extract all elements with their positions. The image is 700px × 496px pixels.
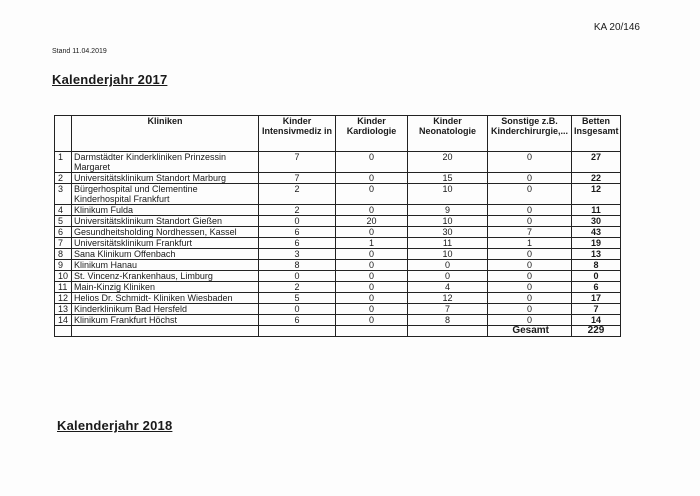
document-id: KA 20/146 xyxy=(593,22,640,33)
bed-count: 0 xyxy=(336,205,408,216)
clinic-name: Sana Klinikum Offenbach xyxy=(72,249,259,260)
bed-count: 0 xyxy=(488,184,572,205)
empty-cell xyxy=(408,326,488,337)
table-row xyxy=(55,293,621,304)
column-header: Kliniken xyxy=(72,116,259,152)
bed-count: 0 xyxy=(488,271,572,282)
row-index: 10 xyxy=(55,271,72,282)
row-index: 3 xyxy=(55,184,72,205)
beds-total: 8 xyxy=(572,260,621,271)
table-header-row xyxy=(55,116,621,152)
bed-count: 0 xyxy=(259,216,336,227)
clinic-name: Universitätsklinikum Standort Gießen xyxy=(72,216,259,227)
beds-total: 22 xyxy=(572,173,621,184)
bed-count: 0 xyxy=(488,304,572,315)
beds-total: 17 xyxy=(572,293,621,304)
bed-count: 0 xyxy=(336,260,408,271)
bed-count: 0 xyxy=(488,293,572,304)
beds-total: 30 xyxy=(572,216,621,227)
bed-count: 10 xyxy=(408,249,488,260)
table-row xyxy=(55,205,621,216)
bed-count: 10 xyxy=(408,184,488,205)
clinic-name: Kinderklinikum Bad Hersfeld xyxy=(72,304,259,315)
beds-total: 13 xyxy=(572,249,621,260)
bed-count: 11 xyxy=(408,238,488,249)
bed-count: 15 xyxy=(408,173,488,184)
bed-count: 0 xyxy=(336,173,408,184)
beds-total: 43 xyxy=(572,227,621,238)
column-header: Betten Insgesamt xyxy=(572,116,621,152)
table-row xyxy=(55,152,621,173)
row-index: 11 xyxy=(55,282,72,293)
total-label: Gesamt xyxy=(488,326,572,337)
bed-count: 0 xyxy=(336,249,408,260)
clinic-name: Klinikum Fulda xyxy=(72,205,259,216)
table-row xyxy=(55,238,621,249)
bed-count: 5 xyxy=(259,293,336,304)
clinic-name: Helios Dr. Schmidt- Kliniken Wiesbaden xyxy=(72,293,259,304)
clinic-name: St. Vincenz-Krankenhaus, Limburg xyxy=(72,271,259,282)
bed-count: 2 xyxy=(259,205,336,216)
row-index: 14 xyxy=(55,315,72,326)
bed-count: 0 xyxy=(259,304,336,315)
table-row xyxy=(55,282,621,293)
bed-count: 0 xyxy=(488,249,572,260)
clinic-name: Klinikum Hanau xyxy=(72,260,259,271)
clinic-name: Universitätsklinikum Frankfurt xyxy=(72,238,259,249)
bed-count: 0 xyxy=(336,227,408,238)
bed-count: 0 xyxy=(336,282,408,293)
bed-count: 0 xyxy=(488,260,572,271)
bed-count: 0 xyxy=(488,216,572,227)
bed-count: 10 xyxy=(408,216,488,227)
bed-count: 9 xyxy=(408,205,488,216)
row-index: 13 xyxy=(55,304,72,315)
bed-count: 7 xyxy=(259,173,336,184)
bed-count: 8 xyxy=(408,315,488,326)
row-index: 1 xyxy=(55,152,72,173)
empty-cell xyxy=(55,326,72,337)
bed-count: 0 xyxy=(488,205,572,216)
clinic-name: Klinikum Frankfurt Höchst xyxy=(72,315,259,326)
bed-count: 0 xyxy=(408,271,488,282)
clinic-name: Gesundheitsholding Nordhessen, Kassel xyxy=(72,227,259,238)
column-header: Sonstige z.B. Kinderchirurgie,... xyxy=(488,116,572,152)
section-title-2017: Kalenderjahr 2017 xyxy=(52,72,168,87)
bed-count: 7 xyxy=(488,227,572,238)
row-index: 2 xyxy=(55,173,72,184)
bed-count: 0 xyxy=(336,304,408,315)
empty-cell xyxy=(72,326,259,337)
bed-count: 12 xyxy=(408,293,488,304)
section-title-2018: Kalenderjahr 2018 xyxy=(57,418,173,433)
bed-count: 0 xyxy=(336,271,408,282)
bed-count: 3 xyxy=(259,249,336,260)
clinic-name: Main-Kinzig Kliniken xyxy=(72,282,259,293)
bed-count: 6 xyxy=(259,227,336,238)
total-value: 229 xyxy=(572,326,621,337)
row-index: 8 xyxy=(55,249,72,260)
clinic-name: Bürgerhospital und Clementine Kinderhospital Frankfurt xyxy=(72,184,259,205)
clinic-name: Darmstädter Kinderkliniken Prinzessin Margaret xyxy=(72,152,259,173)
table-row xyxy=(55,249,621,260)
bed-count: 20 xyxy=(336,216,408,227)
bed-count: 4 xyxy=(408,282,488,293)
beds-total: 27 xyxy=(572,152,621,173)
bed-count: 0 xyxy=(488,282,572,293)
bed-count: 0 xyxy=(336,293,408,304)
bed-count: 30 xyxy=(408,227,488,238)
beds-table xyxy=(54,115,621,337)
beds-total: 6 xyxy=(572,282,621,293)
bed-count: 0 xyxy=(336,184,408,205)
bed-count: 6 xyxy=(259,315,336,326)
table-row xyxy=(55,271,621,282)
table-row xyxy=(55,216,621,227)
column-header: Kinder Neonatologie xyxy=(408,116,488,152)
beds-total: 19 xyxy=(572,238,621,249)
beds-total: 11 xyxy=(572,205,621,216)
beds-total: 0 xyxy=(572,271,621,282)
total-row xyxy=(55,326,621,337)
bed-count: 6 xyxy=(259,238,336,249)
bed-count: 7 xyxy=(259,152,336,173)
bed-count: 7 xyxy=(408,304,488,315)
table-row xyxy=(55,304,621,315)
row-index: 7 xyxy=(55,238,72,249)
bed-count: 0 xyxy=(408,260,488,271)
bed-count: 2 xyxy=(259,282,336,293)
bed-count: 1 xyxy=(488,238,572,249)
bed-count: 0 xyxy=(488,152,572,173)
column-header: Kinder Intensivmediz in xyxy=(259,116,336,152)
column-header xyxy=(55,116,72,152)
beds-total: 7 xyxy=(572,304,621,315)
empty-cell xyxy=(259,326,336,337)
bed-count: 0 xyxy=(488,173,572,184)
bed-count: 2 xyxy=(259,184,336,205)
row-index: 6 xyxy=(55,227,72,238)
table-row xyxy=(55,173,621,184)
bed-count: 0 xyxy=(336,152,408,173)
bed-count: 0 xyxy=(336,315,408,326)
bed-count: 1 xyxy=(336,238,408,249)
row-index: 9 xyxy=(55,260,72,271)
table-row xyxy=(55,315,621,326)
empty-cell xyxy=(336,326,408,337)
beds-total: 14 xyxy=(572,315,621,326)
table-row xyxy=(55,184,621,205)
bed-count: 0 xyxy=(488,315,572,326)
stand-date: Stand 11.04.2019 xyxy=(52,48,107,55)
bed-count: 8 xyxy=(259,260,336,271)
row-index: 12 xyxy=(55,293,72,304)
beds-total: 12 xyxy=(572,184,621,205)
bed-count: 20 xyxy=(408,152,488,173)
row-index: 5 xyxy=(55,216,72,227)
table-row xyxy=(55,260,621,271)
row-index: 4 xyxy=(55,205,72,216)
clinic-name: Universitätsklinikum Standort Marburg xyxy=(72,173,259,184)
bed-count: 0 xyxy=(259,271,336,282)
table-body xyxy=(55,152,621,337)
column-header: Kinder Kardiologie xyxy=(336,116,408,152)
table-row xyxy=(55,227,621,238)
